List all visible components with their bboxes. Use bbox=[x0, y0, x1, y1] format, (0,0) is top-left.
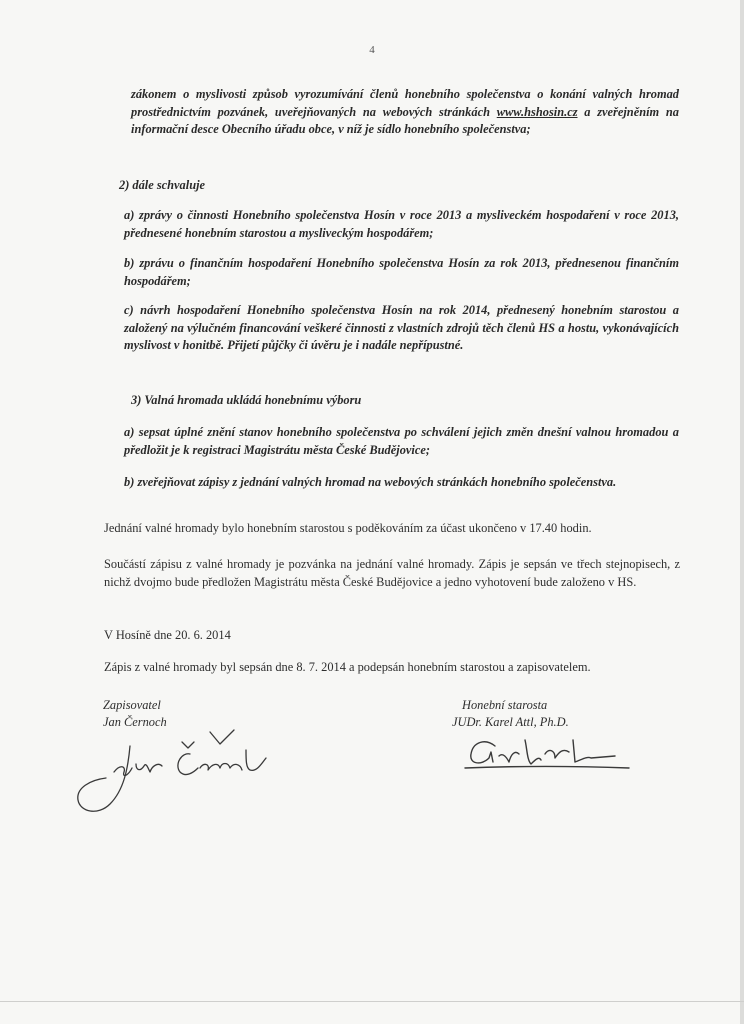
right-name: JUDr. Karel Attl, Ph.D. bbox=[452, 715, 569, 729]
left-handwritten-signature bbox=[70, 728, 290, 828]
website-link[interactable]: www.hshosin.cz bbox=[496, 104, 578, 119]
section2-item-c bbox=[124, 302, 679, 355]
item-label: a) bbox=[124, 208, 135, 222]
item-label: c) bbox=[124, 303, 134, 317]
left-role: Zapisovatel bbox=[103, 698, 161, 712]
item-label: b) bbox=[124, 475, 135, 489]
item-label: a) bbox=[124, 425, 135, 439]
right-role: Honební starosta bbox=[462, 698, 548, 712]
right-signatory bbox=[452, 697, 672, 731]
intro-paragraph bbox=[131, 86, 679, 139]
page-number: 4 bbox=[369, 44, 375, 56]
item-text: zprávy o činnosti Honebního společenstva Hosín v roce 2013 a mysliveckém hospodaření v roce 2013, přednesené honebním starostou a mysliveckým hospodářem; bbox=[124, 208, 679, 240]
item-text: zprávu o finančním hospodaření Honebního společenstva Hosín za rok 2013, přednesenou finančním hospodářem; bbox=[124, 256, 679, 288]
section2-item-b bbox=[124, 255, 679, 290]
section3-item-a bbox=[124, 424, 679, 459]
closing-paragraph-1: Jednání valné hromady bylo honebním starostou s poděkováním za účast ukončeno v 17.40 hodin. bbox=[104, 521, 592, 535]
closing-paragraph-2: Součástí zápisu z valné hromady je pozvánka na jednání valné hromady. Zápis je sepsán ve třech stejnopisech, z nichž dvojmo bude předložen Magistrátu města České Budějovice a jedno vyhotovení bude založeno v HS. bbox=[104, 557, 680, 589]
item-label: b) bbox=[124, 256, 135, 270]
section3-item-b bbox=[124, 474, 679, 492]
section2-item-a bbox=[124, 207, 679, 242]
item-text: návrh hospodaření Honebního společenstva Hosín na rok 2014, přednesený honebním starostou a založený na výlučném financování veškeré činnosti z vlastních zdrojů těch členů HS a hostu, vykonávajících myslivost v honitbě. Přijetí půjčky či úvěru je i nadále nepřípustné. bbox=[124, 303, 679, 352]
right-handwritten-signature bbox=[455, 730, 635, 780]
closing-paragraph-4: Zápis z valné hromady byl sepsán dne 8. 7. 2014 a podepsán honebním starostou a zapisovatelem. bbox=[104, 660, 591, 674]
intro-text-1: zákonem o myslivosti způsob vyrozumívání členů honebního společenstva o konání valných hromad prostřednictvím pozvánek, uveřejňovaných na webových stránkách bbox=[131, 87, 679, 119]
scan-bottom-edge bbox=[0, 1001, 744, 1002]
left-signatory bbox=[103, 697, 303, 731]
left-name: Jan Černoch bbox=[103, 715, 167, 729]
intro-text-2: a zveřejněním na informační desce Obecního úřadu obce, v níž je sídlo honebního společenstva; bbox=[131, 104, 679, 136]
section2-heading: 2) dále schvaluje bbox=[119, 178, 206, 192]
section3-heading: 3) Valná hromada ukládá honebnímu výboru bbox=[131, 393, 362, 407]
place-date: V Hosíně dne 20. 6. 2014 bbox=[104, 628, 231, 642]
item-text: sepsat úplné znění stanov honebního společenstva po schválení jejich změn dnešní valnou hromadou a předložit je k registraci Magistrátu města České Budějovice; bbox=[124, 425, 679, 457]
item-text: zveřejňovat zápisy z jednání valných hromad na webových stránkách honebního společenstva. bbox=[137, 475, 617, 489]
scan-edge bbox=[740, 0, 744, 1024]
